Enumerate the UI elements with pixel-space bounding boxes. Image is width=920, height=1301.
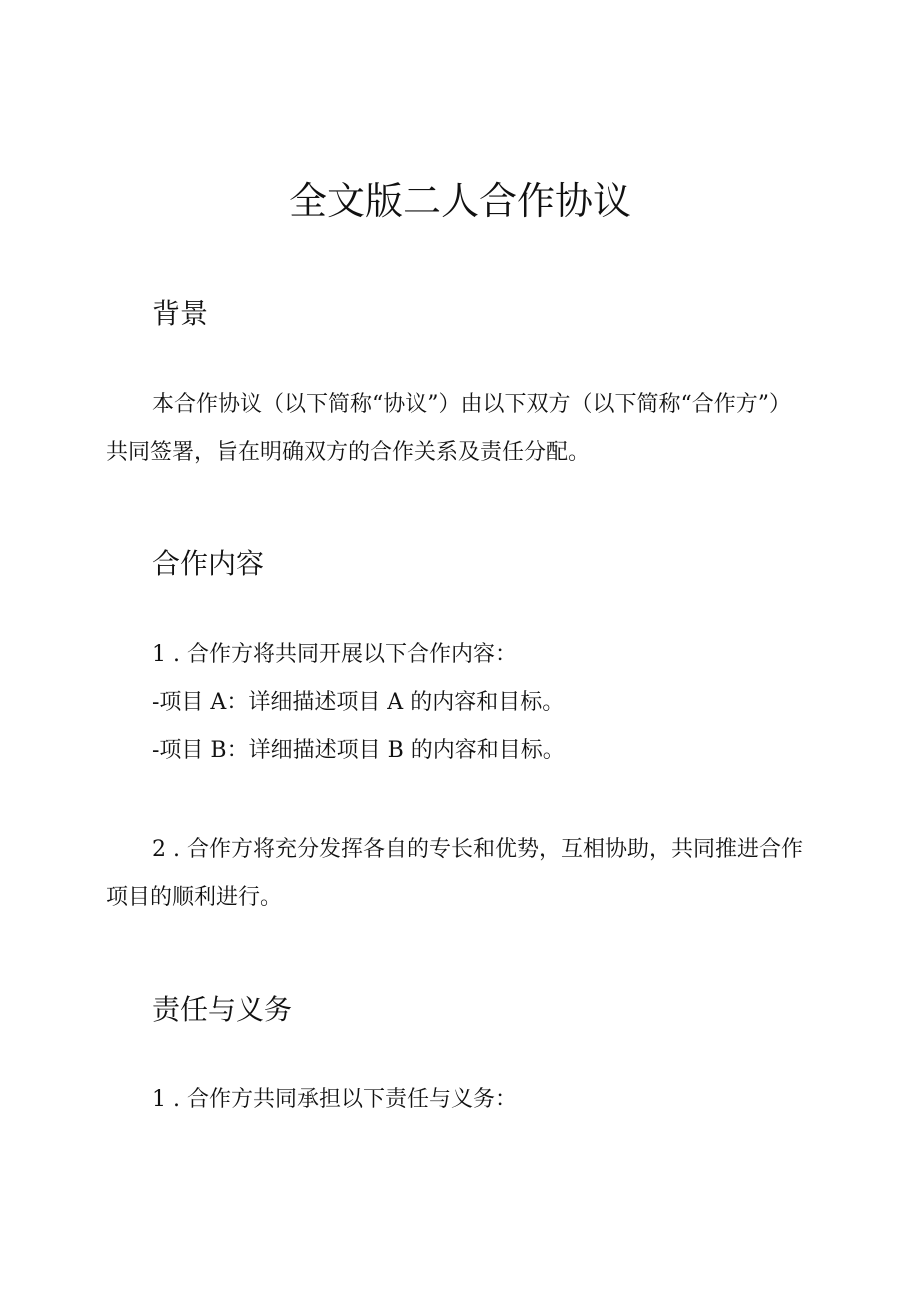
background-paragraph: 本合作协议（以下简称“协议”）由以下双方（以下简称“合作方”）共同签署，旨在明确双方的合作关系及责任分配。 (106, 392, 791, 465)
list-item: -项目 B：详细描述项目 B 的内容和目标。 (152, 738, 565, 763)
page-title: 全文版二人合作协议 (288, 179, 631, 223)
cooperation-paragraph: 2 . 合作方将充分发挥各自的专长和优势，互相协助，共同推进合作项目的顺利进行。 (106, 837, 803, 910)
section-heading-cooperation-content: 合作内容 (152, 547, 265, 580)
list-item: -项目 A：详细描述项目 A 的内容和目标。 (152, 690, 565, 715)
section-heading-responsibilities: 责任与义务 (152, 993, 293, 1026)
section-heading-background: 背景 (152, 297, 209, 330)
list-item: 1 . 合作方共同承担以下责任与义务： (152, 1087, 517, 1112)
list-item: 1 . 合作方将共同开展以下合作内容： (152, 642, 517, 667)
